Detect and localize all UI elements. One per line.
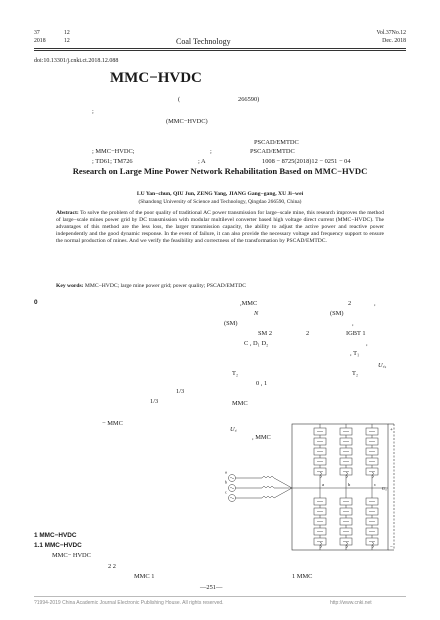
right-udc: U꜀ <box>230 426 237 433</box>
cn-class-no: ; TD61; TM726 <box>92 158 133 165</box>
ac-source-side <box>225 470 292 502</box>
right-comma-2: , <box>352 320 354 327</box>
dc-minus-label: − <box>390 545 393 550</box>
cn-abstract-colon: ; <box>92 108 94 115</box>
right-sm2: SM 2 <box>258 330 273 337</box>
ac-phase-label: c <box>225 489 227 495</box>
cn-article-no: 1008 − 8725(2018)12 − 0251 − 04 <box>262 158 351 165</box>
left-mmc-1: MMC 1 <box>134 573 155 580</box>
right-num2-a: 2 <box>348 300 352 307</box>
journal-name: Coal Technology <box>176 37 231 46</box>
right-sm-2: (SM) <box>224 320 238 327</box>
keywords-text: MMC−HVDC; large mine power grid; power quality; PSCAD/EMTDC <box>84 283 246 289</box>
header-vol-en: Vol.37No.12 <box>376 30 406 36</box>
section-0-number: 0 <box>34 299 38 306</box>
ac-connection <box>274 488 292 498</box>
right-sm-1: (SM) <box>330 310 344 317</box>
right-num2-b: 2 <box>306 330 310 337</box>
left-onethird-2: 1/3 <box>150 398 159 405</box>
header-month: 12 <box>64 38 70 44</box>
left-dash-mmc: − MMC <box>102 420 123 427</box>
transformer-coil <box>262 487 274 489</box>
header-rule <box>34 48 406 49</box>
right-italic-n: N <box>254 310 259 317</box>
cn-title: MMC−HVDC <box>110 70 202 86</box>
right-t1: , T₁ <box>350 350 360 357</box>
dc-plus-label: + <box>390 428 393 433</box>
transformer-coil <box>262 477 274 479</box>
footer-copyright: ?1994-2019 China Academic Journal Electronic Publishing House. All rights reserved. <box>34 600 224 606</box>
figure-caption: 1 MMC <box>292 573 313 580</box>
ac-phase-label: a <box>225 469 227 475</box>
right-zero-one: 0 , 1 <box>256 380 268 387</box>
right-t2: T₂ <box>232 370 239 377</box>
header-date-en: Dec. 2018 <box>382 38 406 44</box>
en-authors: LU Yan−chun, QIU Jun, ZENG Yang, JIANG Gang−gang, XU Ji−wei <box>136 191 304 197</box>
left-nums: 2 2 <box>108 563 116 570</box>
header-rule-thin <box>34 50 406 51</box>
right-c-d: C , D₁ D₂ <box>244 340 269 347</box>
abstract-label: Abstract: <box>56 210 79 216</box>
ac-connection <box>274 478 292 488</box>
converter-arms <box>314 424 378 550</box>
phase-label: a <box>322 482 324 487</box>
header-year: 2018 <box>34 38 46 44</box>
cn-doc-code: ; A <box>198 158 206 165</box>
cn-mmc-paren: (MMC−HVDC) <box>166 118 208 125</box>
ac-phase-label: b <box>225 479 227 485</box>
en-title: Research on Large Mine Power Network Rehabilitation Based on MMC−HVDC <box>72 166 368 176</box>
right-comma-1: , <box>374 300 376 307</box>
dc-voltage-label: U꜀ <box>382 486 387 491</box>
right-comma-3: , <box>366 340 368 347</box>
mmc-topology-figure <box>224 422 396 554</box>
left-onethird-1: 1/3 <box>176 388 185 395</box>
phase-label: b <box>348 482 351 487</box>
right-uc: U꜀, <box>378 362 387 369</box>
keywords-label: Key words: <box>56 283 84 289</box>
en-affiliation: (Shandong University of Science and Technology, Qingdao 266590, China) <box>138 199 302 205</box>
header-issue: 12 <box>64 30 70 36</box>
right-igbt: IGBT 1 <box>346 330 366 337</box>
cn-keywords: ; MMC−HVDC; <box>92 148 135 155</box>
page-number: —251— <box>200 584 223 591</box>
footer-url: http://www.cnki.net <box>330 600 372 606</box>
cn-affil-open: ( <box>178 96 181 103</box>
footer-rule <box>34 596 406 597</box>
cn-affil-code: 266590) <box>238 96 260 103</box>
right-t2b: T₂ <box>352 370 359 377</box>
doi: doi:10.13301/j.cnki.ct.2018.12.088 <box>34 58 119 64</box>
cn-kw-sep: ; <box>210 148 212 155</box>
right-mmc-mid: MMC <box>232 400 248 407</box>
right-mmc-top: ,MMC <box>240 300 258 307</box>
header-volume: 37 <box>34 30 40 36</box>
section-1-1-heading: 1.1 MMC−HVDC <box>34 542 82 549</box>
left-mmc-hvdc: MMC− HVDC <box>52 552 91 559</box>
abstract-text: To solve the problem of the poor quality of traditional AC power transmission for large−scale mine, this research improves the method of large−scale mines power grid by DC transmission with modular multilevel converter based high voltage direct current (MMC−HVDC). The advantages of this method are the less loss, the larger transmission capacity, the ability to adjust the active power and reactive power independently and the good dynamic response. In the event of failure, it can also provide the necessary voltage and frequency support to ensure the normal production of mines. And we verify the feasibility and correctness of the transformation by PSCAD/EMTDC. <box>56 210 384 245</box>
cn-pscad-2: PSCAD/EMTDC <box>250 148 295 155</box>
transformer-coil <box>262 497 274 499</box>
phase-label: c <box>374 482 376 487</box>
section-1-heading: 1 MMC−HVDC <box>34 532 77 539</box>
en-abstract <box>56 210 384 245</box>
cn-pscad-1: PSCAD/EMTDC <box>254 139 299 146</box>
right-mmc-comma: , MMC <box>252 434 271 441</box>
en-keywords <box>56 283 384 290</box>
